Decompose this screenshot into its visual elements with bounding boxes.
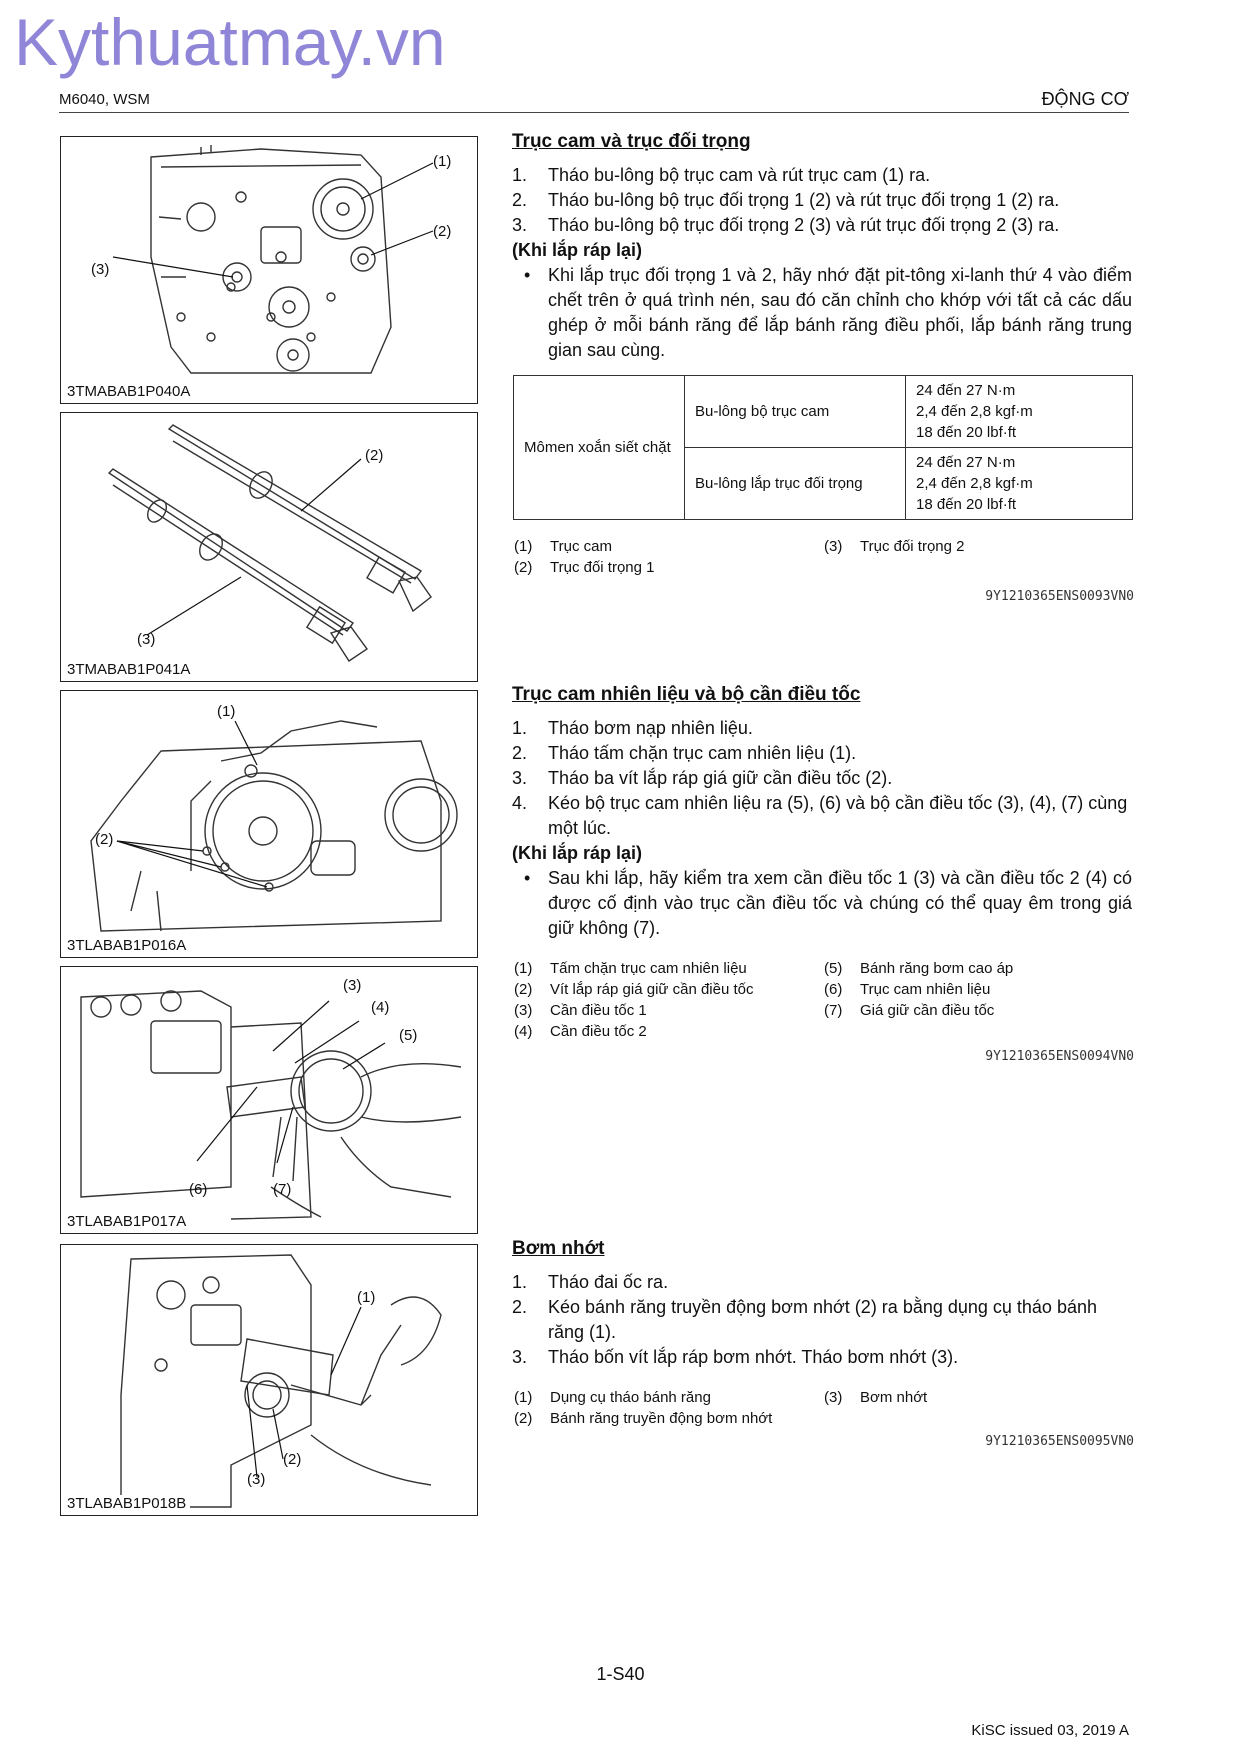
- legend-number: (3): [514, 1002, 533, 1019]
- step-number: 4.: [512, 793, 528, 813]
- callout-3: (3): [91, 261, 110, 278]
- legend-item: [514, 1021, 647, 1042]
- figure-camshaft-balancer: [60, 136, 478, 404]
- step-text: Tháo bơm nạp nhiên liệu.: [548, 718, 753, 738]
- legend-number: (3): [824, 538, 843, 555]
- legend-item: [824, 979, 990, 1000]
- legend-number: (1): [514, 1389, 533, 1406]
- legend-number: (1): [514, 538, 533, 555]
- callout-3: (3): [343, 977, 362, 994]
- torque-values: [906, 376, 1133, 448]
- section-title-oil-pump: Bơm nhớt: [512, 1238, 605, 1259]
- torque-item: Bu-lông lắp trục đối trọng: [685, 448, 906, 520]
- step-item: [512, 1295, 1132, 1345]
- legend-item: [824, 1387, 927, 1408]
- legend-item: [514, 979, 754, 1000]
- reassembly-text: Khi lắp trục đối trọng 1 và 2, hãy nhớ đặt pit-tông xi-lanh thứ 4 vào điểm chết trên ở quá trình nén, sau đó căn chỉnh cho khớp với tất cả các dấu ghép ở mỗi bánh răng để lắp bánh răng điều phối, lắp bánh răng trung gian sau cùng.: [548, 265, 1132, 360]
- figure-caption: 3TMABAB1P040A: [67, 383, 194, 400]
- callout-2: (2): [433, 223, 452, 240]
- legend-item: [514, 1387, 711, 1408]
- step-text: Tháo bốn vít lắp ráp bơm nhớt. Tháo bơm nhớt (3).: [548, 1347, 959, 1367]
- step-item: [512, 1270, 1132, 1295]
- figure-caption: 3TLABAB1P016A: [67, 937, 190, 954]
- legend-text: Trục đối trọng 1: [550, 559, 655, 576]
- step-text: Tháo bu-lông bộ trục đối trọng 2 (3) và rút trục đối trọng 2 (3) ra.: [548, 215, 1060, 235]
- figure-caption: 3TLABAB1P018B: [67, 1495, 190, 1512]
- figure-caption: 3TMABAB1P041A: [67, 661, 194, 678]
- callout-2: (2): [283, 1451, 302, 1468]
- legend-item: [514, 536, 612, 557]
- step-text: Kéo bánh răng truyền động bơm nhớt (2) ra bằng dụng cụ tháo bánh răng (1).: [548, 1297, 1097, 1342]
- reassembly-note: • Khi lắp trục đối trọng 1 và 2, hãy nhớ đặt pit-tông xi-lanh thứ 4 vào điểm chết trên ở quá trình nén, sau đó căn chỉnh cho khớp với tất cả các dấu ghép ở mỗi bánh răng để lắp bánh răng điều phối, lắp bánh răng trung gian sau cùng.: [512, 263, 1132, 363]
- legend-text: Cần điều tốc 1: [550, 1002, 647, 1019]
- legend-text: Bơm nhớt: [860, 1389, 928, 1406]
- legend-item: [824, 536, 965, 557]
- legend-item: [824, 958, 1013, 979]
- step-number: 2.: [512, 190, 528, 210]
- callout-4: (4): [371, 999, 390, 1016]
- step-number: 2.: [512, 1297, 528, 1317]
- step-item: [512, 188, 1132, 213]
- legend-number: (2): [514, 559, 533, 576]
- step-item: [512, 1345, 1132, 1370]
- governor-illustration: [61, 967, 477, 1233]
- torque-table: [513, 375, 1133, 520]
- callout-3: (3): [137, 631, 156, 648]
- steps-fuel-camshaft: [512, 716, 1132, 941]
- legend-text: Cần điều tốc 2: [550, 1023, 647, 1040]
- torque-label: Mômen xoắn siết chặt: [514, 376, 685, 520]
- torque-lbfft: 18 đến 20 lbf·ft: [916, 496, 1017, 513]
- fuel-camshaft-illustration: [61, 691, 477, 957]
- legend-item: [514, 557, 655, 578]
- figure-governor: [60, 966, 478, 1234]
- step-number: 3.: [512, 1347, 528, 1367]
- legend-text: Trục đối trọng 2: [860, 538, 965, 555]
- legend-item: [824, 1000, 994, 1021]
- step-text: Tháo ba vít lắp ráp giá giữ cần điều tốc (2).: [548, 768, 893, 788]
- section-code: 9Y1210365ENS0093VN0: [985, 589, 1134, 604]
- step-text: Tháo bu-lông bộ trục cam và rút trục cam (1) ra.: [548, 165, 931, 185]
- step-text: Tháo tấm chặn trục cam nhiên liệu (1).: [548, 743, 857, 763]
- oil-pump-illustration: [61, 1245, 477, 1515]
- steps-oil-pump: [512, 1270, 1132, 1370]
- callout-2: (2): [365, 447, 384, 464]
- reassembly-label: (Khi lắp ráp lại): [512, 240, 643, 260]
- step-item: [512, 163, 1132, 188]
- legend-text: Dụng cụ tháo bánh răng: [550, 1389, 711, 1406]
- step-item: [512, 741, 1132, 766]
- legend-text: Trục cam: [550, 538, 612, 555]
- legend-text: Vít lắp ráp giá giữ cần điều tốc: [550, 981, 754, 998]
- step-number: 3.: [512, 215, 528, 235]
- legend-number: (5): [824, 960, 843, 977]
- legend-text: Giá giữ cần điều tốc: [860, 1002, 995, 1019]
- step-item: [512, 766, 1132, 791]
- step-item: [512, 791, 1132, 841]
- figure-caption: 3TLABAB1P017A: [67, 1213, 190, 1230]
- step-item: [512, 213, 1132, 238]
- section-title-camshaft: Trục cam và trục đối trọng: [512, 131, 751, 152]
- step-number: 1.: [512, 718, 528, 738]
- header-rule: [59, 112, 1129, 113]
- steps-camshaft: [512, 163, 1132, 363]
- callout-2: (2): [95, 831, 114, 848]
- engine-block-illustration: [61, 137, 477, 403]
- legend-text: Bánh răng truyền động bơm nhớt: [550, 1410, 773, 1427]
- legend-text: Tấm chặn trục cam nhiên liệu: [550, 960, 747, 977]
- step-number: 2.: [512, 743, 528, 763]
- callout-6: (6): [189, 1181, 208, 1198]
- step-text: Kéo bộ trục cam nhiên liệu ra (5), (6) và bộ cần điều tốc (3), (4), (7) cùng một lúc.: [548, 793, 1128, 838]
- step-number: 1.: [512, 165, 528, 185]
- step-number: 3.: [512, 768, 528, 788]
- reassembly-note: • Sau khi lắp, hãy kiểm tra xem cần điều tốc 1 (3) và cần điều tốc 2 (4) có được cố định vào trục cần điều tốc và chúng có thể quay êm trong giá giữ không (7).: [512, 866, 1132, 941]
- torque-item: Bu-lông bộ trục cam: [685, 376, 906, 448]
- legend-text: Trục cam nhiên liệu: [860, 981, 991, 998]
- torque-nm: 24 đến 27 N·m: [916, 454, 1016, 471]
- section-title-fuel-camshaft: Trục cam nhiên liệu và bộ cần điều tốc: [512, 684, 861, 705]
- reassembly-text: Sau khi lắp, hãy kiểm tra xem cần điều tốc 1 (3) và cần điều tốc 2 (4) có được cố định vào trục cần điều tốc và chúng có thể quay êm trong giá giữ không (7).: [548, 868, 1132, 938]
- callout-1: (1): [217, 703, 236, 720]
- section-code: 9Y1210365ENS0095VN0: [985, 1434, 1134, 1449]
- callout-1: (1): [433, 153, 452, 170]
- step-text: Tháo đai ốc ra.: [548, 1272, 669, 1292]
- page-number: 1-S40: [596, 1664, 645, 1684]
- step-number: 1.: [512, 1272, 528, 1292]
- legend-number: (1): [514, 960, 533, 977]
- torque-kgfm: 2,4 đến 2,8 kgf·m: [916, 475, 1033, 492]
- legend-number: (2): [514, 1410, 533, 1427]
- legend-number: (4): [514, 1023, 533, 1040]
- figure-oil-pump: [60, 1244, 478, 1516]
- watermark: Kythuatmay.vn: [14, 5, 446, 79]
- step-item: [512, 716, 1132, 741]
- legend-item: [514, 1408, 772, 1429]
- torque-lbfft: 18 đến 20 lbf·ft: [916, 424, 1017, 441]
- legend-number: (7): [824, 1002, 843, 1019]
- legend-item: [514, 958, 747, 979]
- legend-text: Bánh răng bơm cao áp: [860, 960, 1014, 977]
- legend-number: (2): [514, 981, 533, 998]
- callout-5: (5): [399, 1027, 418, 1044]
- step-text: Tháo bu-lông bộ trục đối trọng 1 (2) và rút trục đối trọng 1 (2) ra.: [548, 190, 1060, 210]
- legend-number: (6): [824, 981, 843, 998]
- legend-item: [514, 1000, 647, 1021]
- callout-1: (1): [357, 1289, 376, 1306]
- figure-shafts: [60, 412, 478, 682]
- issued-note: KiSC issued 03, 2019 A: [971, 1722, 1129, 1739]
- header-model: M6040, WSM: [59, 91, 150, 108]
- section-code: 9Y1210365ENS0094VN0: [985, 1049, 1134, 1064]
- legend-number: (3): [824, 1389, 843, 1406]
- torque-values: [906, 448, 1133, 520]
- figure-fuel-camshaft: [60, 690, 478, 958]
- shafts-illustration: [61, 413, 477, 681]
- reassembly-label: (Khi lắp ráp lại): [512, 843, 643, 863]
- callout-3: (3): [247, 1471, 266, 1488]
- torque-kgfm: 2,4 đến 2,8 kgf·m: [916, 403, 1033, 420]
- header-chapter: ĐỘNG CƠ: [1041, 89, 1129, 109]
- torque-nm: 24 đến 27 N·m: [916, 382, 1016, 399]
- callout-7: (7): [273, 1181, 292, 1198]
